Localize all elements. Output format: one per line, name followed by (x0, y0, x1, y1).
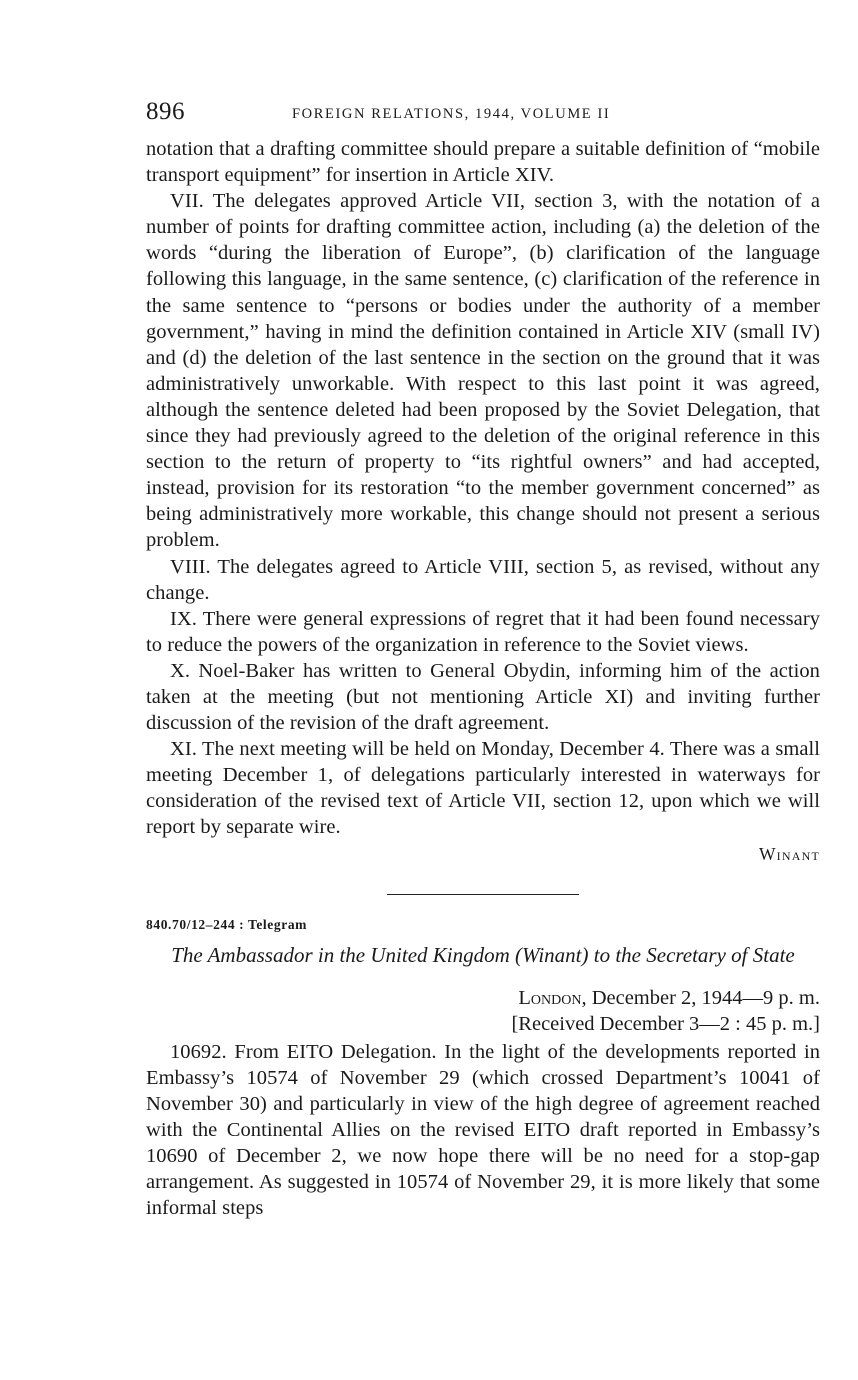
dateline-date: , December 2, 1944—9 p. m. (581, 986, 820, 1009)
paragraph-xi: XI. The next meeting will be held on Monday, December 4. There was a small meeting December 1, of delegations particularly interested in waterways for consideration of the revised text of Article VII, section 12, upon which we will report by separate wire. (146, 738, 820, 839)
paragraph-ix: IX. There were general expressions of regret that it had been found necessary to reduce the powers of the organization in reference to the Soviet views. (146, 607, 820, 656)
file-reference: 840.70/12–244 : Telegram (146, 916, 308, 932)
telegram-body (146, 1039, 820, 1222)
dateline-sent (146, 985, 820, 1011)
running-head (146, 96, 820, 136)
document-title: The Ambassador in the United Kingdom (Winant) to the Secretary of State (171, 942, 795, 967)
dateline-received: [Received December 3—2 : 45 p. m.] (511, 1012, 820, 1035)
document-page (146, 96, 820, 1221)
dateline-place: London (518, 986, 582, 1009)
paragraph-viii: VIII. The delegates agreed to Article VIII, section 5, as revised, without any change. (146, 555, 820, 604)
paragraph-continuation: notation that a drafting committee should prepare a suitable definition of “mobile transport equipment” for insertion in Article XIV. (146, 138, 820, 187)
paragraph-x: X. Noel-Baker has written to General Obydin, informing him of the action taken at the meeting (but not mentioning Article XI) and inviting further discussion of the revision of the draft agreement. (146, 659, 820, 735)
section-divider (387, 894, 579, 895)
page-number: 896 (146, 98, 185, 125)
dateline (146, 985, 820, 1037)
paragraph-vii: VII. The delegates approved Article VII, section 3, with the notation of a number of points for drafting committee action, including (a) the deletion of the words “during the liberation of Europe”, (b) clarification of the language following this language, in the same sentence, (c) clarification of the reference in the same sentence to “persons or bodies under the authority of a member government,” having in mind the definition contained in Article XIV (small IV) and (d) the deletion of the last sentence in the section on the ground that it was administratively unworkable. With respect to this last point it was agreed, although the sentence deleted had been proposed by the Soviet Delegation, that since they had previously agreed to the deletion of the original reference in this section to the return of property to “its rightful owners” and had accepted, instead, provision for its restoration “to the member government concerned” as being administratively more workable, this change should not present a serious problem. (146, 190, 820, 552)
body-text (146, 136, 820, 841)
running-title: FOREIGN RELATIONS, 1944, VOLUME II (292, 106, 611, 122)
paragraph-10692: 10692. From EITO Delegation. In the light of the developments reported in Embassy’s 10574 of November 29 (which crossed Department’s 10041 of November 30) and particularly in view of the high degree of agreement reached with the Continental Allies on the revised EITO draft reported in Embassy’s 10690 of December 2, we now hope there will be no need for a stop-gap arrangement. As suggested in 10574 of November 29, it is more likely that some informal steps (146, 1040, 820, 1220)
signature: Winant (758, 843, 820, 864)
